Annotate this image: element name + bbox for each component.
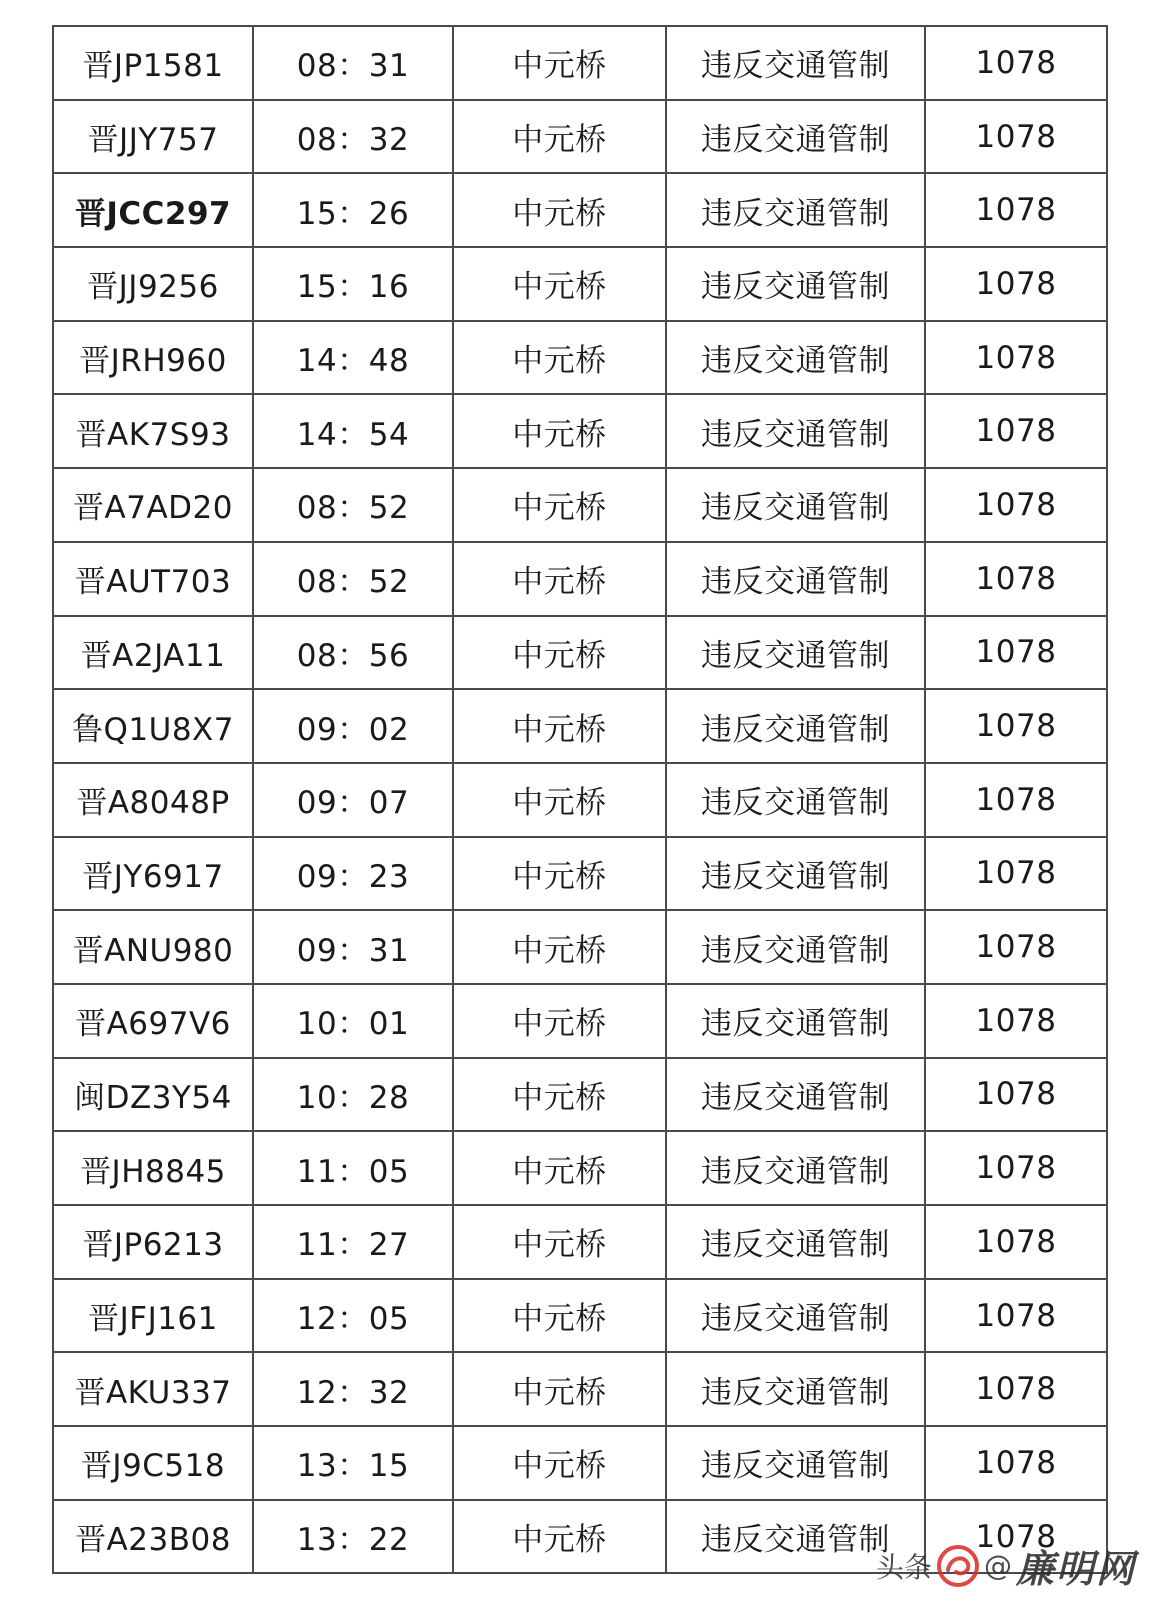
- cell-code: 1078: [925, 542, 1107, 616]
- watermark-prefix: 头条: [875, 1550, 932, 1584]
- cell-violation: 违反交通管制: [666, 100, 925, 174]
- table-row: [53, 616, 1107, 690]
- table-row: [53, 1058, 1107, 1132]
- cell-time: 10：01: [253, 984, 453, 1058]
- cell-violation: 违反交通管制: [666, 321, 925, 395]
- cell-location: 中元桥: [453, 1279, 666, 1353]
- cell-plate: 晋A7AD20: [53, 468, 253, 542]
- cell-time: 12：32: [253, 1352, 453, 1426]
- cell-time: 15：26: [253, 173, 453, 247]
- cell-location: 中元桥: [453, 1500, 666, 1574]
- violation-records-table: [52, 25, 1108, 1574]
- cell-violation: 违反交通管制: [666, 1426, 925, 1500]
- table-row: [53, 321, 1107, 395]
- cell-code: 1078: [925, 616, 1107, 690]
- cell-time: 08：56: [253, 616, 453, 690]
- cell-violation: 违反交通管制: [666, 763, 925, 837]
- cell-code: 1078: [925, 1058, 1107, 1132]
- table-row: [53, 468, 1107, 542]
- cell-violation: 违反交通管制: [666, 173, 925, 247]
- table-row: [53, 542, 1107, 616]
- cell-code: 1078: [925, 247, 1107, 321]
- cell-location: 中元桥: [453, 26, 666, 100]
- cell-violation: 违反交通管制: [666, 689, 925, 763]
- cell-code: 1078: [925, 394, 1107, 468]
- cell-time: 08：52: [253, 468, 453, 542]
- cell-location: 中元桥: [453, 837, 666, 911]
- table-row: [53, 1131, 1107, 1205]
- cell-code: 1078: [925, 468, 1107, 542]
- cell-time: 11：05: [253, 1131, 453, 1205]
- cell-time: 13：22: [253, 1500, 453, 1574]
- table-row: [53, 984, 1107, 1058]
- cell-time: 11：27: [253, 1205, 453, 1279]
- cell-location: 中元桥: [453, 1131, 666, 1205]
- cell-plate: 晋JH8845: [53, 1131, 253, 1205]
- cell-code: 1078: [925, 1352, 1107, 1426]
- table-row: [53, 100, 1107, 174]
- table-row: [53, 394, 1107, 468]
- cell-location: 中元桥: [453, 173, 666, 247]
- cell-violation: 违反交通管制: [666, 468, 925, 542]
- cell-violation: 违反交通管制: [666, 1500, 925, 1574]
- cell-location: 中元桥: [453, 100, 666, 174]
- cell-plate: 晋AUT703: [53, 542, 253, 616]
- cell-plate: 闽DZ3Y54: [53, 1058, 253, 1132]
- cell-time: 08：31: [253, 26, 453, 100]
- cell-code: 1078: [925, 1279, 1107, 1353]
- table-row: [53, 1205, 1107, 1279]
- table-row: [53, 1426, 1107, 1500]
- cell-violation: 违反交通管制: [666, 1131, 925, 1205]
- cell-location: 中元桥: [453, 394, 666, 468]
- cell-plate: 晋A8048P: [53, 763, 253, 837]
- cell-plate: 晋AKU337: [53, 1352, 253, 1426]
- red-swirl-logo-icon: [936, 1544, 980, 1588]
- cell-code: 1078: [925, 837, 1107, 911]
- table-row: [53, 910, 1107, 984]
- cell-location: 中元桥: [453, 1058, 666, 1132]
- cell-plate: 晋JJY757: [53, 100, 253, 174]
- cell-time: 08：32: [253, 100, 453, 174]
- cell-code: 1078: [925, 26, 1107, 100]
- table-row: [53, 1279, 1107, 1353]
- cell-plate: 晋A2JA11: [53, 616, 253, 690]
- cell-location: 中元桥: [453, 984, 666, 1058]
- cell-location: 中元桥: [453, 763, 666, 837]
- cell-time: 09：07: [253, 763, 453, 837]
- cell-violation: 违反交通管制: [666, 1058, 925, 1132]
- cell-violation: 违反交通管制: [666, 1279, 925, 1353]
- cell-time: 14：48: [253, 321, 453, 395]
- watermark-brand: 廉明网: [1015, 1546, 1136, 1591]
- cell-violation: 违反交通管制: [666, 910, 925, 984]
- cell-plate: 晋JJ9256: [53, 247, 253, 321]
- cell-time: 09：02: [253, 689, 453, 763]
- cell-location: 中元桥: [453, 910, 666, 984]
- cell-violation: 违反交通管制: [666, 1352, 925, 1426]
- cell-time: 09：31: [253, 910, 453, 984]
- cell-plate: 晋JY6917: [53, 837, 253, 911]
- table-row: [53, 173, 1107, 247]
- cell-location: 中元桥: [453, 1205, 666, 1279]
- cell-location: 中元桥: [453, 616, 666, 690]
- watermark-handle: @: [983, 1549, 1012, 1582]
- cell-location: 中元桥: [453, 1352, 666, 1426]
- cell-plate: 晋JCC297: [53, 173, 253, 247]
- cell-code: 1078: [925, 173, 1107, 247]
- cell-violation: 违反交通管制: [666, 1205, 925, 1279]
- cell-plate: 晋JP6213: [53, 1205, 253, 1279]
- cell-plate: 晋JRH960: [53, 321, 253, 395]
- cell-time: 12：05: [253, 1279, 453, 1353]
- cell-violation: 违反交通管制: [666, 837, 925, 911]
- cell-location: 中元桥: [453, 468, 666, 542]
- cell-time: 08：52: [253, 542, 453, 616]
- cell-violation: 违反交通管制: [666, 984, 925, 1058]
- cell-code: 1078: [925, 100, 1107, 174]
- cell-time: 09：23: [253, 837, 453, 911]
- cell-code: 1078: [925, 1426, 1107, 1500]
- cell-location: 中元桥: [453, 542, 666, 616]
- cell-plate: 鲁Q1U8X7: [53, 689, 253, 763]
- table-row: [53, 1352, 1107, 1426]
- cell-location: 中元桥: [453, 321, 666, 395]
- cell-code: 1078: [925, 689, 1107, 763]
- cell-code: 1078: [925, 910, 1107, 984]
- cell-code: 1078: [925, 1131, 1107, 1205]
- cell-plate: 晋JFJ161: [53, 1279, 253, 1353]
- source-watermark: [876, 1538, 1136, 1593]
- cell-code: 1078: [925, 763, 1107, 837]
- cell-location: 中元桥: [453, 689, 666, 763]
- cell-location: 中元桥: [453, 247, 666, 321]
- cell-violation: 违反交通管制: [666, 26, 925, 100]
- cell-plate: 晋JP1581: [53, 26, 253, 100]
- cell-violation: 违反交通管制: [666, 616, 925, 690]
- cell-violation: 违反交通管制: [666, 542, 925, 616]
- table-row: [53, 837, 1107, 911]
- cell-plate: 晋A697V6: [53, 984, 253, 1058]
- cell-time: 14：54: [253, 394, 453, 468]
- cell-time: 13：15: [253, 1426, 453, 1500]
- cell-code: 1078: [925, 984, 1107, 1058]
- cell-code: 1078: [925, 1500, 1107, 1574]
- table-row: [53, 247, 1107, 321]
- cell-plate: 晋J9C518: [53, 1426, 253, 1500]
- cell-plate: 晋A23B08: [53, 1500, 253, 1574]
- table-row: [53, 689, 1107, 763]
- table-body: [53, 26, 1107, 1573]
- cell-location: 中元桥: [453, 1426, 666, 1500]
- cell-code: 1078: [925, 321, 1107, 395]
- cell-code: 1078: [925, 1205, 1107, 1279]
- cell-plate: 晋ANU980: [53, 910, 253, 984]
- cell-time: 10：28: [253, 1058, 453, 1132]
- cell-violation: 违反交通管制: [666, 394, 925, 468]
- table-row: [53, 26, 1107, 100]
- table-row: [53, 763, 1107, 837]
- cell-time: 15：16: [253, 247, 453, 321]
- cell-plate: 晋AK7S93: [53, 394, 253, 468]
- cell-violation: 违反交通管制: [666, 247, 925, 321]
